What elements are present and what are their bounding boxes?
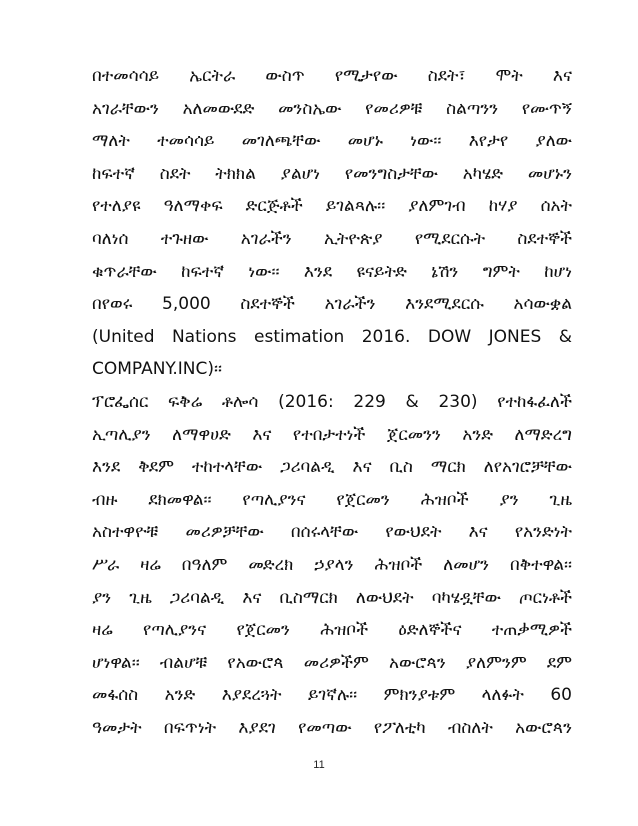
text-line: ዛሬ የጣሊያንና የጀርመን ሕዝቦች ዕድለኞችና ተጠቃሚዎች: [92, 620, 572, 641]
text-line: አስተዋዮቹ መሪዎቻቸው በሰሩላቸው የውህደት እና የአንድነት: [92, 522, 572, 543]
text-line: እንደ ቅደም ተከተላቸው ጋሪባልዲ እና ቢስ ማርክ ለየአገሮቻቸው: [92, 457, 572, 478]
text-line: (United Nations estimation 2016. DOW JONES &: [92, 326, 572, 347]
text-line: በየወሩ 5,000 ስደተኞች አገራችን እንደሚደርሱ አሳውቋል: [92, 294, 572, 315]
text-line: ማለት ተመሳሳይ መገለጫቸው መሆኑ ነው፡፡ እየታየ ያለው: [92, 131, 572, 152]
paragraph-eritrea-migration: [92, 60, 572, 386]
text-line: ፕሮፌሰር ፍቅሬ ቶሎሳ (2016: 229 & 230) የተከፋፈለች: [92, 392, 572, 412]
page-number: 11: [313, 759, 325, 771]
text-line: የተለያዩ ዓለማቀፍ ድርጅቶች ይገልጻሉ፡፡ ያለምገብ ከሃያ ሰአት: [92, 196, 572, 217]
text-line: ኢጣሊያን ለማዋሀድ እና የተበታተነች ጀርመንን አንድ ለማድረግ: [92, 424, 572, 445]
text-line: COMPANY.INC)፡፡: [92, 359, 223, 380]
text-line: በተመሳሳይ ኤርትራ ውስጥ የሚታየው ስደት፣ ሞት እና: [92, 66, 572, 86]
text-line: ያን ጊዜ ጋሪባልዲ እና ቢስማርክ ለውህደት ባካሄዷቸው ጦርነቶች: [92, 587, 572, 608]
text-line: ዓመታት በፍጥነት እያደገ የመጣው የፖለቲካ ብስለት አውሮጳን: [92, 717, 572, 738]
text-line: አገራቸውን አለመውደድ መንስኤው የመሪዎቹ ስልጣንን የሙጥኝ: [92, 98, 572, 119]
text-line: ሥራ ዛሬ በዓለም መድረክ ኃያላን ሕዝቦች ለመሆን በቅተዋል፡፡: [92, 554, 572, 575]
text-line: ከፍተኛ ስደት ትክክል ያልሆነ የመንግስታቸው አካሄድ መሆኑን: [92, 163, 572, 184]
text-line: ቁጥራቸው ከፍተኛ ነው፡፡ እንደ ዩናይትድ ኔሽን ግምት ከሆነ: [92, 261, 572, 282]
paragraph-unification-history: [92, 386, 572, 745]
text-line: ሆነዋል፡፡ ብልሆቹ የአውሮጳ መሪዎችም አውሮጳን ያለምንም ደም: [92, 652, 572, 673]
text-line: ብዙ ደክመዋል፡፡ የጣሊያንና የጀርመን ሕዝቦች ያን ጊዜ: [92, 489, 572, 510]
text-line: መፋሰስ አንድ እያደረጓት ይገኛሉ፡፡ ምክንያቱም ላለፉት 60: [92, 685, 572, 706]
text-line: ባለነሰ ተጉዘው አገራችን ኢትዮጵያ የሚደርሱት ስደተኞች: [92, 228, 572, 249]
